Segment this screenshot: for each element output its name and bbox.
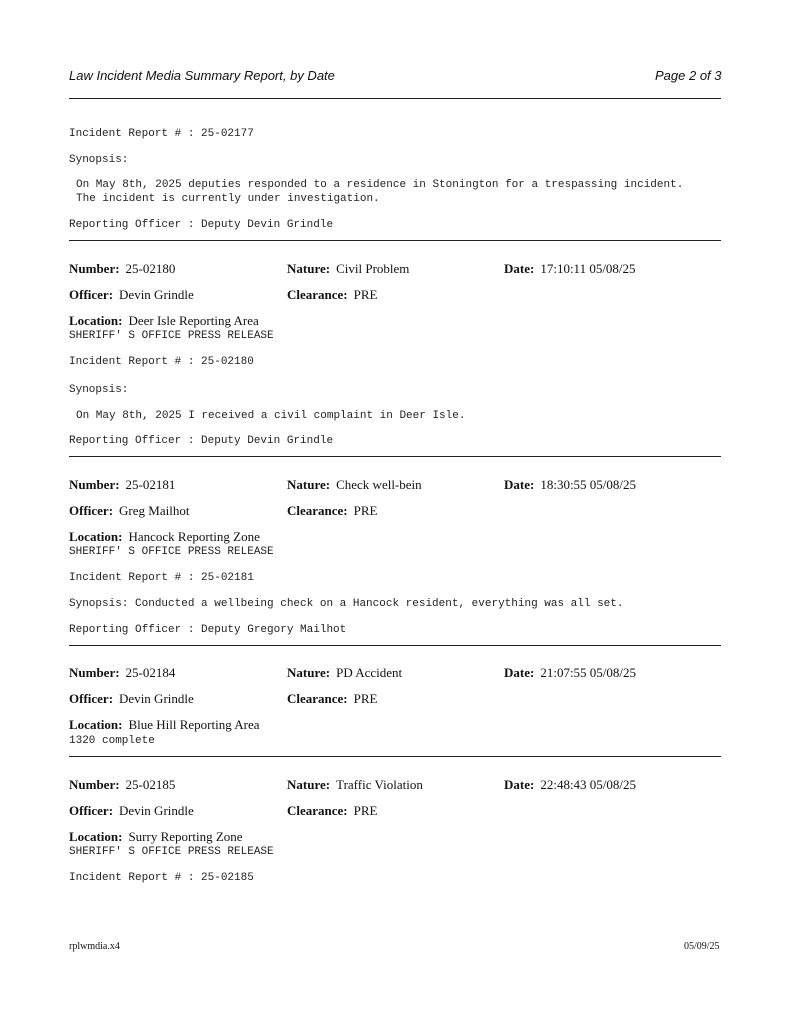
incident-report-number: Incident Report # : 25-02177	[69, 128, 254, 140]
clearance-label: Clearance:	[287, 503, 348, 518]
reporting-officer: Reporting Officer : Deputy Devin Grindle	[69, 219, 334, 231]
synopsis-line: The incident is currently under investigation.	[76, 193, 380, 205]
section-divider	[69, 456, 721, 457]
clearance-value: PRE	[353, 691, 378, 706]
footer-print-date: 05/09/25	[684, 941, 720, 952]
report-title: Law Incident Media Summary Report, by Date	[69, 68, 335, 83]
incident-date	[504, 665, 636, 681]
officer-label: Officer:	[69, 503, 114, 518]
incident-location	[69, 313, 259, 329]
incident-report-number: Incident Report # : 25-02181	[69, 572, 254, 584]
page-number: Page 2 of 3	[655, 68, 722, 83]
officer-value: Devin Grindle	[119, 803, 194, 818]
incident-nature	[287, 477, 422, 493]
location-value: Deer Isle Reporting Area	[128, 313, 259, 328]
location-label: Location:	[69, 313, 123, 328]
date-label: Date:	[504, 477, 535, 492]
nature-label: Nature:	[287, 665, 331, 680]
incident-date	[504, 777, 636, 793]
location-label: Location:	[69, 717, 123, 732]
incident-date	[504, 261, 636, 277]
incident-officer	[69, 803, 194, 819]
date-label: Date:	[504, 261, 535, 276]
section-divider	[69, 645, 721, 646]
press-release: SHERIFF' S OFFICE PRESS RELEASE	[69, 546, 274, 558]
synopsis-label: Synopsis:	[69, 384, 129, 396]
number-value: 25-02185	[125, 777, 176, 792]
nature-label: Nature:	[287, 777, 331, 792]
synopsis-line: Synopsis: Conducted a wellbeing check on a Hancock resident, everything was all set.	[69, 598, 624, 610]
officer-label: Officer:	[69, 803, 114, 818]
nature-label: Nature:	[287, 477, 331, 492]
date-value: 21:07:55 05/08/25	[540, 665, 637, 680]
date-value: 17:10:11 05/08/25	[540, 261, 636, 276]
clearance-value: PRE	[353, 287, 378, 302]
incident-note: 1320 complete	[69, 735, 155, 747]
header-divider	[69, 98, 721, 99]
incident-location	[69, 829, 243, 845]
incident-location	[69, 529, 260, 545]
date-value: 22:48:43 05/08/25	[540, 777, 637, 792]
number-value: 25-02184	[125, 665, 176, 680]
incident-location	[69, 717, 260, 733]
incident-nature	[287, 261, 409, 277]
incident-clearance	[287, 691, 377, 707]
officer-label: Officer:	[69, 691, 114, 706]
incident-officer	[69, 691, 194, 707]
incident-number	[69, 777, 175, 793]
location-label: Location:	[69, 829, 123, 844]
officer-value: Devin Grindle	[119, 287, 194, 302]
number-label: Number:	[69, 665, 120, 680]
number-label: Number:	[69, 477, 120, 492]
nature-label: Nature:	[287, 261, 331, 276]
clearance-label: Clearance:	[287, 803, 348, 818]
incident-nature	[287, 665, 402, 681]
incident-clearance	[287, 503, 377, 519]
press-release: SHERIFF' S OFFICE PRESS RELEASE	[69, 846, 274, 858]
incident-report-number: Incident Report # : 25-02180	[69, 356, 254, 368]
location-value: Surry Reporting Zone	[128, 829, 243, 844]
synopsis-line: On May 8th, 2025 I received a civil complaint in Deer Isle.	[76, 410, 466, 422]
incident-clearance	[287, 803, 377, 819]
section-divider	[69, 756, 721, 757]
nature-value: Traffic Violation	[336, 777, 423, 792]
nature-value: Civil Problem	[336, 261, 410, 276]
clearance-value: PRE	[353, 503, 378, 518]
press-release: SHERIFF' S OFFICE PRESS RELEASE	[69, 330, 274, 342]
nature-value: PD Accident	[336, 665, 403, 680]
incident-date	[504, 477, 636, 493]
location-value: Blue Hill Reporting Area	[128, 717, 260, 732]
reporting-officer: Reporting Officer : Deputy Gregory Mailhot	[69, 624, 347, 636]
nature-value: Check well-bein	[336, 477, 422, 492]
officer-value: Greg Mailhot	[119, 503, 190, 518]
date-label: Date:	[504, 665, 535, 680]
location-value: Hancock Reporting Zone	[128, 529, 260, 544]
incident-clearance	[287, 287, 377, 303]
number-value: 25-02180	[125, 261, 176, 276]
officer-label: Officer:	[69, 287, 114, 302]
date-value: 18:30:55 05/08/25	[540, 477, 637, 492]
synopsis-label: Synopsis:	[69, 154, 129, 166]
date-label: Date:	[504, 777, 535, 792]
location-label: Location:	[69, 529, 123, 544]
incident-report-number: Incident Report # : 25-02185	[69, 872, 254, 884]
incident-number	[69, 477, 175, 493]
incident-number	[69, 665, 175, 681]
officer-value: Devin Grindle	[119, 691, 194, 706]
number-value: 25-02181	[125, 477, 176, 492]
clearance-label: Clearance:	[287, 287, 348, 302]
number-label: Number:	[69, 261, 120, 276]
clearance-value: PRE	[353, 803, 378, 818]
synopsis-line: On May 8th, 2025 deputies responded to a residence in Stonington for a trespassing incident.	[76, 179, 684, 191]
section-divider	[69, 240, 721, 241]
incident-officer	[69, 287, 194, 303]
reporting-officer: Reporting Officer : Deputy Devin Grindle	[69, 435, 334, 447]
incident-nature	[287, 777, 423, 793]
clearance-label: Clearance:	[287, 691, 348, 706]
incident-number	[69, 261, 175, 277]
incident-officer	[69, 503, 189, 519]
footer-report-id: rplwmdia.x4	[69, 941, 120, 952]
number-label: Number:	[69, 777, 120, 792]
